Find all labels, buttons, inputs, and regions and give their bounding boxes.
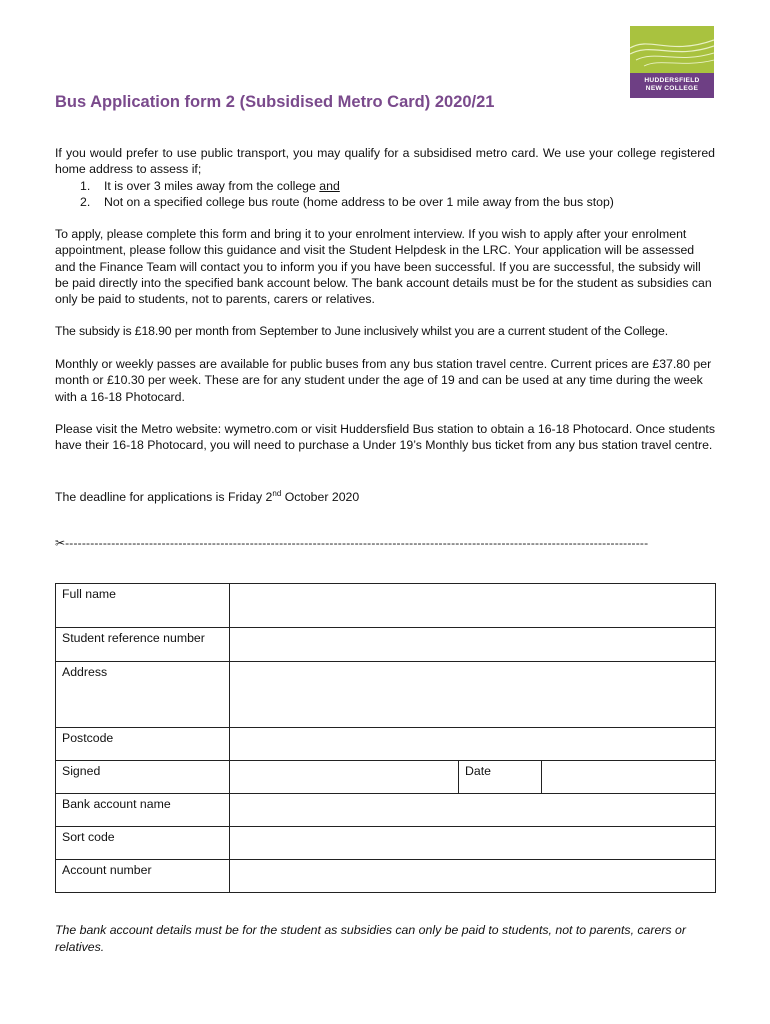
apply-paragraph: To apply, please complete this form and bring it to your enrolment interview. If you wish to apply after your enrolment appointment, please follow this guidance and visit the Student Helpdesk in the LRC. Your application will be assessed and the Finance Team will contact you to inform you if you have been successful. If you are successful, the subsidy will be paid directly into the specified bank account below. The bank account details must be for the student as subsidies can only be paid to students, not to parents, carers or relatives. bbox=[55, 227, 712, 307]
address-label: Address bbox=[56, 662, 230, 728]
table-row bbox=[56, 584, 716, 628]
account-number-field[interactable] bbox=[230, 860, 716, 893]
list-number: 1. bbox=[80, 179, 91, 193]
cut-line: ✂------------------------------------------------------------------------------------------------------------------------------------------- bbox=[55, 536, 649, 550]
criteria-list bbox=[80, 178, 614, 211]
logo-line-2: NEW COLLEGE bbox=[645, 85, 699, 92]
bank-account-name-field[interactable] bbox=[230, 794, 716, 827]
table-row bbox=[56, 662, 716, 728]
subsidy-paragraph: The subsidy is £18.90 per month from September to June inclusively whilst you are a current student of the College. bbox=[55, 324, 668, 338]
page-title: Bus Application form 2 (Subsidised Metro Card) 2020/21 bbox=[55, 93, 495, 111]
footer-note: The bank account details must be for the student as subsidies can only be paid to students, not to parents, carers or relatives. bbox=[55, 923, 686, 954]
account-number-label: Account number bbox=[56, 860, 230, 893]
intro-paragraph: If you would prefer to use public transport, you may qualify for a subsidised metro card. We use your college registered home address to assess if; bbox=[55, 146, 715, 177]
signature-field[interactable] bbox=[230, 761, 459, 794]
list-number: 2. bbox=[80, 195, 91, 210]
logo-swoosh-icon bbox=[630, 26, 714, 76]
logo-wordmark bbox=[630, 73, 714, 98]
list-item bbox=[80, 178, 614, 194]
table-row bbox=[56, 794, 716, 827]
student-reference-field[interactable] bbox=[230, 628, 716, 662]
full-name-label: Full name bbox=[56, 584, 230, 628]
table-row bbox=[56, 860, 716, 893]
sort-code-field[interactable] bbox=[230, 827, 716, 860]
table-row bbox=[56, 827, 716, 860]
logo-line-1: HUDDERSFIELD bbox=[644, 77, 700, 84]
metro-paragraph: Please visit the Metro website: wymetro.com or visit Huddersfield Bus station to obtain a 16-18 Photocard. Once students have their 16-18 Photocard, you will need to purchase a Under 19’s Monthly bus ticket from any bus station travel centre. bbox=[55, 422, 715, 453]
date-label: Date bbox=[459, 761, 542, 794]
deadline-text: The deadline for applications is Friday 2 bbox=[55, 490, 273, 505]
date-field[interactable] bbox=[542, 761, 716, 794]
student-reference-label: Student reference number bbox=[56, 628, 230, 662]
table-row bbox=[56, 761, 716, 794]
postcode-field[interactable] bbox=[230, 728, 716, 761]
list-text: It is over 3 miles away from the college bbox=[104, 179, 320, 193]
passes-paragraph: Monthly or weekly passes are available for public buses from any bus station travel centre. Current prices are £37.80 per month or £10.30 per week. These are for any student under the age of 19 and can be used at any time during the week with a 16-18 Photocard. bbox=[55, 357, 712, 404]
postcode-label: Postcode bbox=[56, 728, 230, 761]
table-row bbox=[56, 728, 716, 761]
deadline-suffix: nd bbox=[272, 489, 282, 498]
deadline-paragraph bbox=[55, 486, 715, 505]
sort-code-label: Sort code bbox=[56, 827, 230, 860]
deadline-date: October 2020 bbox=[281, 490, 360, 505]
scissors-icon: ✂ bbox=[55, 536, 66, 550]
address-field[interactable] bbox=[230, 662, 716, 728]
college-logo bbox=[630, 26, 714, 98]
bank-account-name-label: Bank account name bbox=[56, 794, 230, 827]
list-item bbox=[80, 194, 614, 210]
full-name-field[interactable] bbox=[230, 584, 716, 628]
list-emphasis: and bbox=[319, 179, 340, 193]
table-row bbox=[56, 628, 716, 662]
list-text: Not on a specified college bus route (home address to be over 1 mile away from the bus stop) bbox=[104, 195, 614, 210]
application-form bbox=[55, 583, 716, 893]
signed-label: Signed bbox=[56, 761, 230, 794]
